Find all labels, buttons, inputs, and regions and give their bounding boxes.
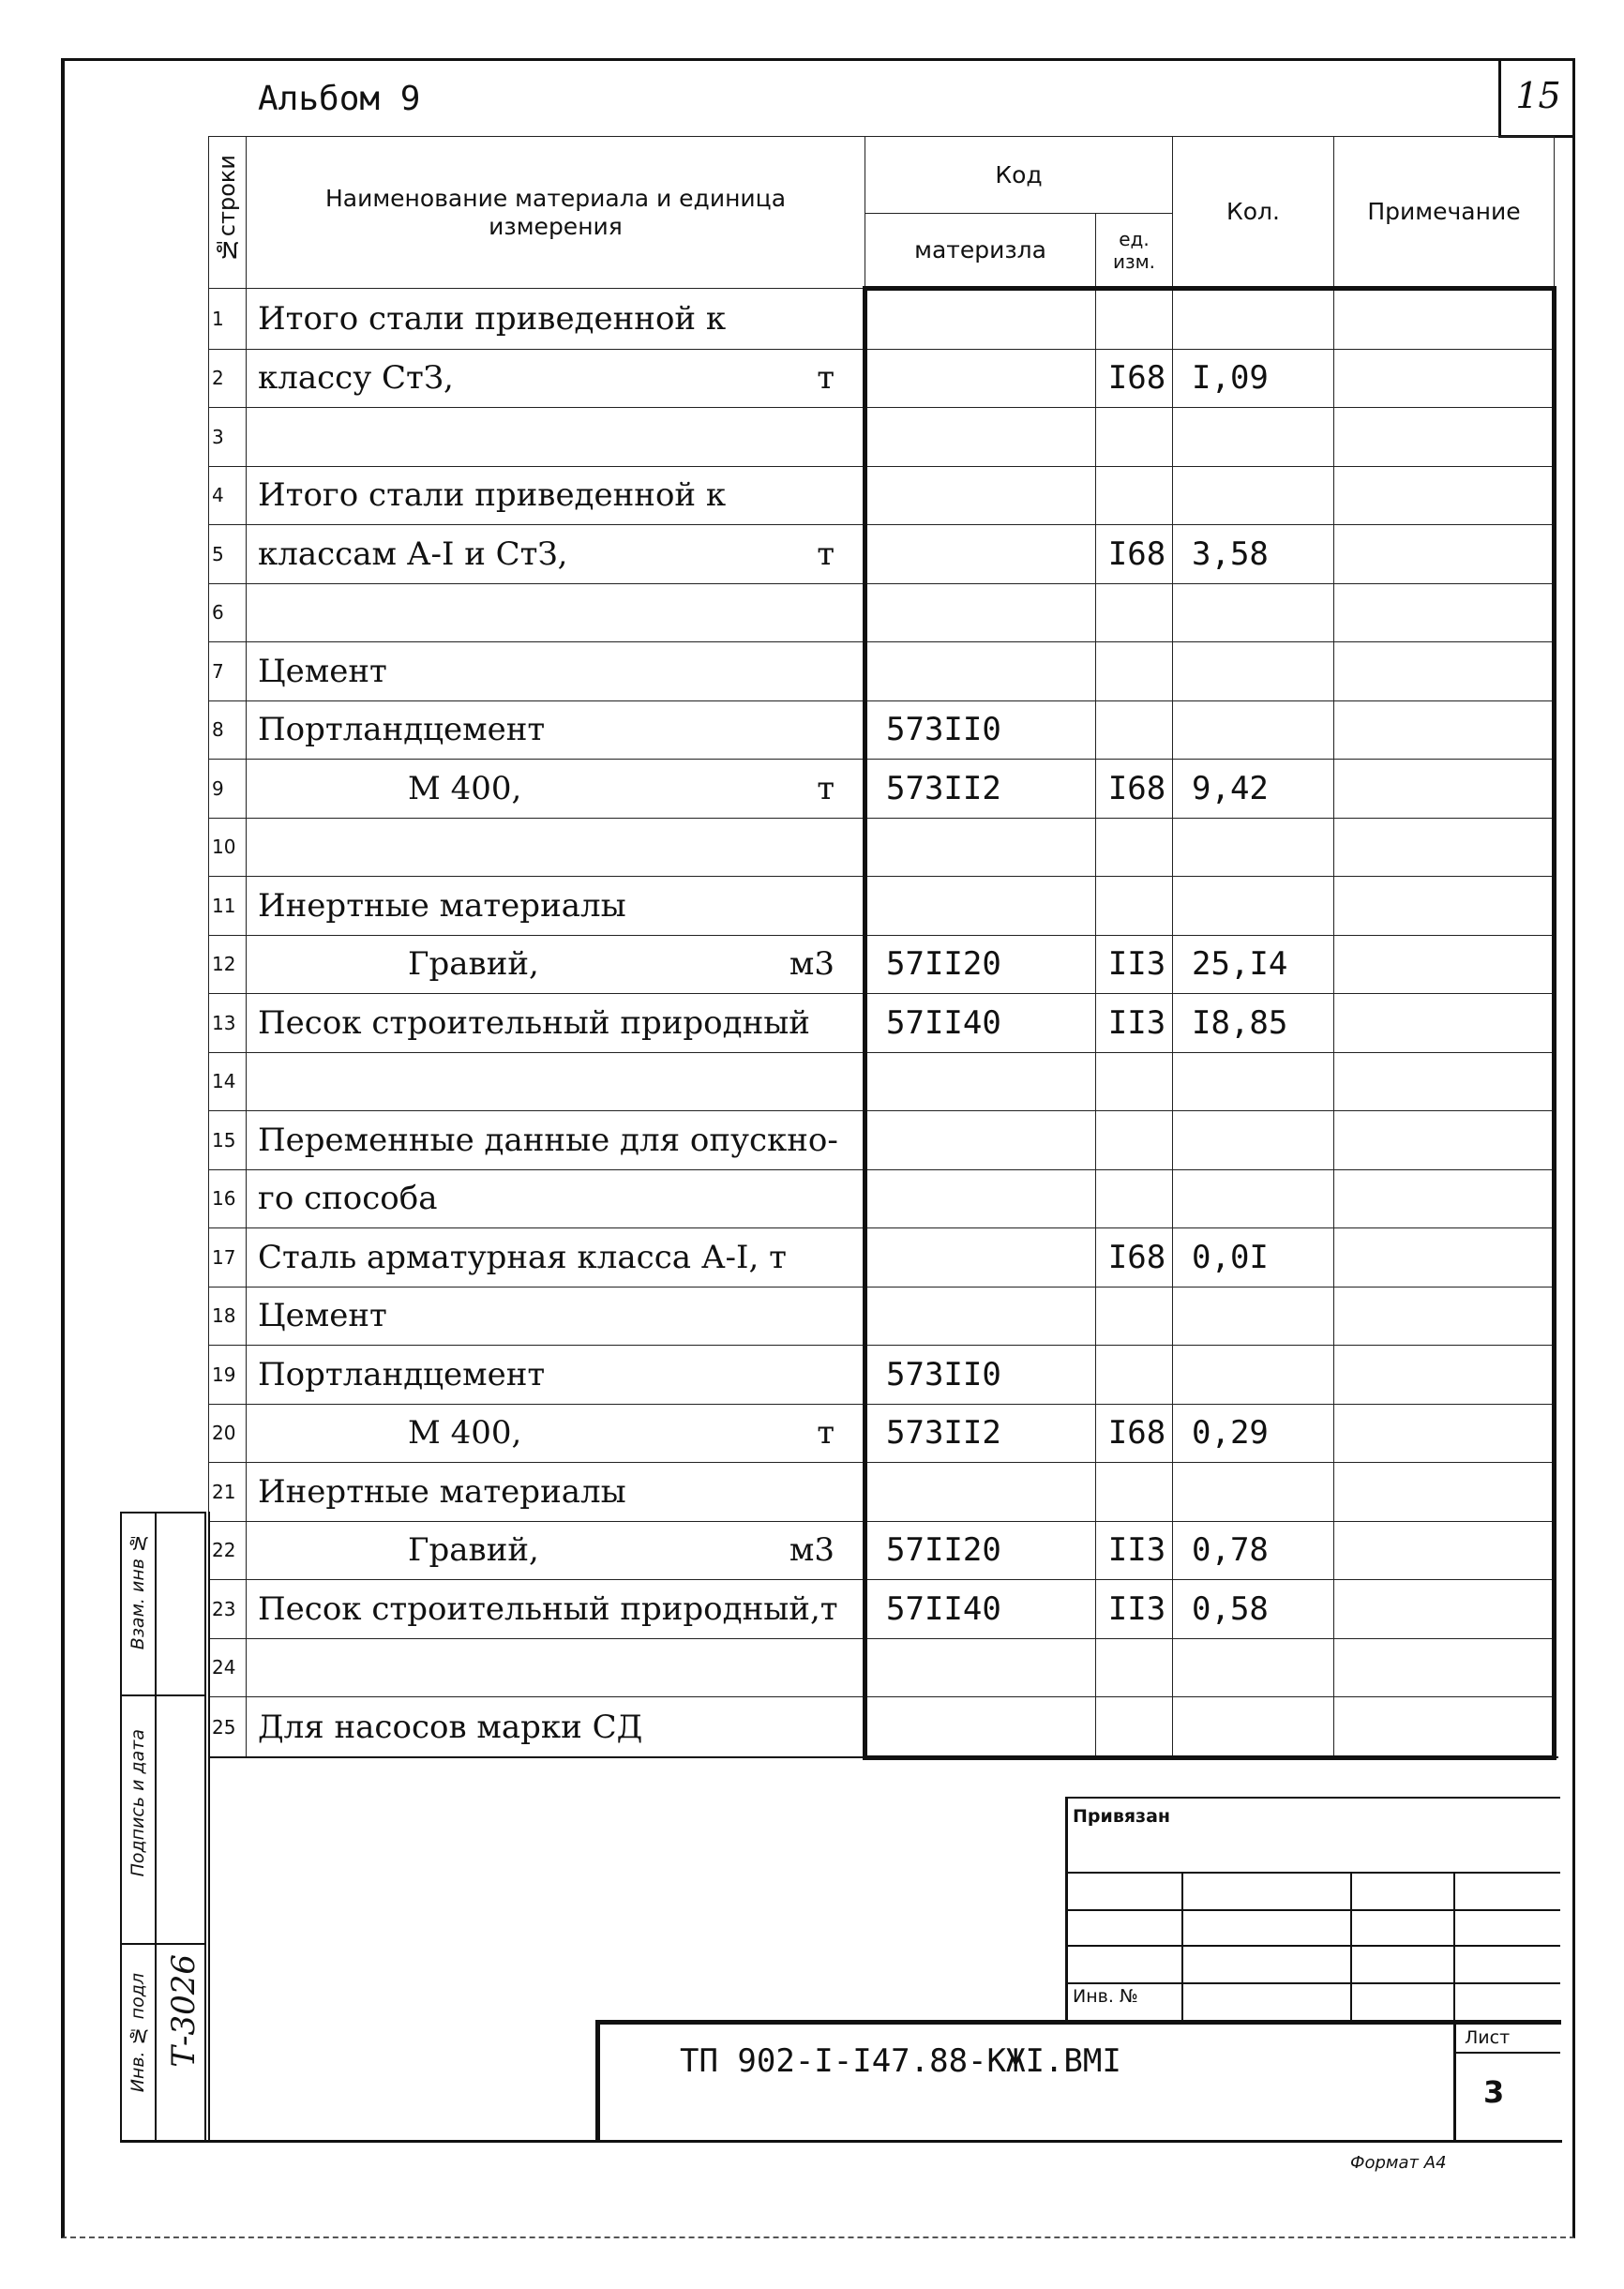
row-number: 12: [209, 935, 247, 994]
row-note: [1334, 1521, 1555, 1580]
row-name: [247, 1638, 865, 1697]
row-note: [1334, 760, 1555, 819]
row-number: 19: [209, 1346, 247, 1405]
row-note: [1334, 1228, 1555, 1288]
row-code-material: [865, 1052, 1096, 1111]
side-vzam-label: Взам. инв №: [128, 1532, 148, 1650]
row-qty: [1173, 1638, 1334, 1697]
row-unit-label: т: [817, 359, 835, 398]
row-number: 2: [209, 349, 247, 408]
row-code-material: [865, 349, 1096, 408]
table-row: [209, 1580, 1555, 1639]
row-note: [1334, 1638, 1555, 1697]
table-row: [209, 408, 1555, 467]
table-row: [209, 935, 1555, 994]
row-note: [1334, 700, 1555, 760]
row-code-unit: [1096, 408, 1173, 467]
row-code-unit: [1096, 1463, 1173, 1522]
row-code-material: [865, 1463, 1096, 1522]
row-name-text: Итого стали приведенной к: [258, 476, 727, 515]
row-code-material: [865, 1287, 1096, 1346]
row-code-material: [865, 877, 1096, 936]
row-qty: 25,I4: [1173, 935, 1334, 994]
row-qty: [1173, 1052, 1334, 1111]
row-qty: 3,58: [1173, 525, 1334, 584]
row-code-material: 57II20: [865, 1521, 1096, 1580]
row-code-material: 573II0: [865, 700, 1096, 760]
header-row-number: №строки: [209, 137, 247, 289]
row-code-unit: [1096, 466, 1173, 525]
row-number: 7: [209, 642, 247, 701]
row-number: 20: [209, 1404, 247, 1463]
row-qty: [1173, 1463, 1334, 1522]
table-row: [209, 700, 1555, 760]
row-name: [247, 994, 865, 1053]
row-name-text: го способа: [258, 1180, 438, 1218]
row-name: [247, 525, 865, 584]
row-note: [1334, 289, 1555, 350]
side-inventory-block: [120, 1943, 206, 2142]
table-row: [209, 1228, 1555, 1288]
row-unit-label: т: [817, 1414, 835, 1453]
row-qty: [1173, 642, 1334, 701]
header-name: Наименование материала и единица измерения: [247, 137, 865, 289]
row-number: 15: [209, 1111, 247, 1170]
row-note: [1334, 1052, 1555, 1111]
row-qty: 0,0I: [1173, 1228, 1334, 1288]
row-qty: [1173, 466, 1334, 525]
row-code-material: [865, 1228, 1096, 1288]
table-row: [209, 583, 1555, 642]
row-qty: 9,42: [1173, 760, 1334, 819]
row-name: [247, 818, 865, 877]
row-name-text: Инертные материалы: [258, 886, 626, 925]
row-code-material: [865, 1169, 1096, 1228]
row-number: 25: [209, 1697, 247, 1758]
row-qty: [1173, 1169, 1334, 1228]
row-note: [1334, 1169, 1555, 1228]
row-code-material: [865, 583, 1096, 642]
row-number: 16: [209, 1169, 247, 1228]
row-name: [247, 1052, 865, 1111]
row-note: [1334, 1580, 1555, 1639]
list-label: Лист: [1465, 2027, 1511, 2048]
row-code-material: [865, 1111, 1096, 1170]
row-name: [247, 1287, 865, 1346]
row-qty: [1173, 818, 1334, 877]
row-unit-label: т: [817, 769, 835, 807]
table-row: [209, 877, 1555, 936]
table-row: [209, 1346, 1555, 1405]
row-note: [1334, 935, 1555, 994]
row-number: 18: [209, 1287, 247, 1346]
row-qty: I8,85: [1173, 994, 1334, 1053]
row-note: [1334, 818, 1555, 877]
row-code-unit: I68: [1096, 1404, 1173, 1463]
row-name: [247, 877, 865, 936]
album-title: Альбом 9: [258, 80, 421, 118]
side-inventory-value: Т-3026: [165, 1954, 203, 2068]
row-number: 9: [209, 760, 247, 819]
row-name-text: Гравий,: [408, 945, 539, 984]
row-name-text: классу СтЗ,: [258, 359, 454, 398]
table-row: [209, 994, 1555, 1053]
row-unit-label: м3: [789, 945, 835, 984]
row-code-material: 57II20: [865, 935, 1096, 994]
row-name: [247, 583, 865, 642]
row-note: [1334, 408, 1555, 467]
row-qty: [1173, 700, 1334, 760]
row-name-text: классам А-I и СтЗ,: [258, 535, 568, 573]
row-note: [1334, 1346, 1555, 1405]
row-code-unit: [1096, 1697, 1173, 1758]
table-row: [209, 1111, 1555, 1170]
header-code-unit: ед. изм.: [1096, 214, 1173, 289]
row-name-text: Цемент: [258, 652, 387, 690]
table-row: [209, 466, 1555, 525]
row-code-material: 573II2: [865, 760, 1096, 819]
row-qty: [1173, 1346, 1334, 1405]
row-name: [247, 1580, 865, 1639]
row-code-unit: [1096, 642, 1173, 701]
stamp-privyazan: Привязан: [1073, 1806, 1171, 1827]
row-name: [247, 700, 865, 760]
table-row: [209, 289, 1555, 350]
row-number: 13: [209, 994, 247, 1053]
table-row: [209, 1521, 1555, 1580]
row-code-material: 573II2: [865, 1404, 1096, 1463]
row-code-unit: I68: [1096, 525, 1173, 584]
side-signature-label: Подпись и дата: [128, 1729, 148, 1877]
row-code-material: [865, 525, 1096, 584]
row-name: [247, 1346, 865, 1405]
row-qty: 0,29: [1173, 1404, 1334, 1463]
row-name: [247, 1521, 865, 1580]
row-name: [247, 1404, 865, 1463]
row-number: 14: [209, 1052, 247, 1111]
row-name: [247, 289, 865, 350]
row-code-unit: I68: [1096, 349, 1173, 408]
row-code-unit: [1096, 1111, 1173, 1170]
row-code-unit: [1096, 1052, 1173, 1111]
format-note: Формат А4: [1350, 2153, 1447, 2173]
row-qty: [1173, 1111, 1334, 1170]
row-code-unit: [1096, 1638, 1173, 1697]
row-code-material: 57II40: [865, 994, 1096, 1053]
row-code-unit: I68: [1096, 1228, 1173, 1288]
header-qty: Кол.: [1173, 137, 1334, 289]
row-code-unit: [1096, 1346, 1173, 1405]
row-note: [1334, 642, 1555, 701]
row-code-unit: [1096, 1287, 1173, 1346]
row-name: [247, 408, 865, 467]
row-name-text: Портландцемент: [258, 1355, 546, 1393]
row-name-text: М 400,: [408, 1414, 522, 1453]
row-code-unit: II3: [1096, 1580, 1173, 1639]
table-row: [209, 642, 1555, 701]
row-code-unit: [1096, 877, 1173, 936]
row-code-material: 573II0: [865, 1346, 1096, 1405]
row-name: [247, 1697, 865, 1758]
row-code-unit: [1096, 818, 1173, 877]
row-code-material: [865, 1638, 1096, 1697]
row-name: [247, 1463, 865, 1522]
row-name-text: Сталь арматурная класса А-I, т: [258, 1238, 787, 1276]
row-name-text: Переменные данные для опускно-: [258, 1121, 838, 1159]
row-code-material: [865, 289, 1096, 350]
row-note: [1334, 349, 1555, 408]
sheet-corner-number: 15: [1498, 58, 1575, 138]
table-row: [209, 1638, 1555, 1697]
row-name: [247, 1111, 865, 1170]
row-name-text: Инертные материалы: [258, 1472, 626, 1511]
row-code-material: [865, 818, 1096, 877]
row-name-text: Песок строительный природный,т: [258, 1589, 838, 1628]
row-name: [247, 760, 865, 819]
row-name: [247, 349, 865, 408]
row-code-unit: [1096, 1169, 1173, 1228]
row-unit-label: м3: [789, 1531, 835, 1570]
row-code-material: [865, 408, 1096, 467]
table-row: [209, 349, 1555, 408]
row-name: [247, 1169, 865, 1228]
row-number: 23: [209, 1580, 247, 1639]
row-name-text: Песок строительный природный: [258, 1003, 810, 1042]
row-note: [1334, 994, 1555, 1053]
table-row: [209, 1404, 1555, 1463]
row-number: 4: [209, 466, 247, 525]
table-row: [209, 1287, 1555, 1346]
row-qty: [1173, 877, 1334, 936]
header-code: Код: [865, 137, 1173, 214]
row-qty: 0,58: [1173, 1580, 1334, 1639]
row-code-unit: [1096, 700, 1173, 760]
row-name: [247, 935, 865, 994]
table-row: [209, 1463, 1555, 1522]
row-name-text: Портландцемент: [258, 711, 546, 749]
row-note: [1334, 525, 1555, 584]
row-note: [1334, 877, 1555, 936]
row-number: 3: [209, 408, 247, 467]
row-number: 10: [209, 818, 247, 877]
row-number: 17: [209, 1228, 247, 1288]
row-name-text: Цемент: [258, 1297, 387, 1335]
row-name-text: Для насосов марки СД: [258, 1708, 643, 1746]
side-inventory-label: Инв. № подл: [128, 1973, 148, 2093]
row-note: [1334, 583, 1555, 642]
table-row: [209, 1052, 1555, 1111]
row-number: 11: [209, 877, 247, 936]
stamp-inv-no: Инв. №: [1073, 1986, 1138, 2007]
row-number: 1: [209, 289, 247, 350]
row-note: [1334, 466, 1555, 525]
row-code-unit: I68: [1096, 760, 1173, 819]
materials-table: [208, 136, 1556, 1760]
row-qty: I,09: [1173, 349, 1334, 408]
row-name: [247, 1228, 865, 1288]
row-code-material: [865, 466, 1096, 525]
row-number: 22: [209, 1521, 247, 1580]
row-note: [1334, 1697, 1555, 1758]
row-name-text: Гравий,: [408, 1531, 539, 1570]
list-number: 3: [1483, 2074, 1505, 2110]
row-name: [247, 466, 865, 525]
table-row: [209, 1169, 1555, 1228]
header-note: Примечание: [1334, 137, 1555, 289]
row-qty: [1173, 408, 1334, 467]
row-number: 21: [209, 1463, 247, 1522]
row-number: 5: [209, 525, 247, 584]
table-row: [209, 760, 1555, 819]
row-unit-label: т: [817, 535, 835, 573]
row-code-unit: II3: [1096, 935, 1173, 994]
row-number: 6: [209, 583, 247, 642]
row-code-unit: [1096, 583, 1173, 642]
row-number: 8: [209, 700, 247, 760]
side-vzam-block: [120, 1512, 206, 1696]
row-qty: [1173, 583, 1334, 642]
row-code-unit: II3: [1096, 1521, 1173, 1580]
row-name-text: М 400,: [408, 769, 522, 807]
header-code-material: материзла: [865, 214, 1096, 289]
table-body: [209, 289, 1555, 1758]
row-qty: [1173, 289, 1334, 350]
row-code-material: [865, 1697, 1096, 1758]
row-note: [1334, 1404, 1555, 1463]
row-qty: [1173, 1287, 1334, 1346]
row-number: 24: [209, 1638, 247, 1697]
row-code-material: 57II40: [865, 1580, 1096, 1639]
table-row: [209, 525, 1555, 584]
row-qty: [1173, 1697, 1334, 1758]
row-name: [247, 642, 865, 701]
row-code-unit: [1096, 289, 1173, 350]
row-note: [1334, 1463, 1555, 1522]
table-row: [209, 818, 1555, 877]
row-name-text: Итого стали приведенной к: [258, 299, 727, 338]
table-row: [209, 1697, 1555, 1758]
document-code: ТП 902-I-I47.88-КЖI.ВМI: [680, 2042, 1121, 2080]
row-note: [1334, 1287, 1555, 1346]
side-signature-block: [120, 1694, 206, 1945]
row-note: [1334, 1111, 1555, 1170]
row-code-unit: II3: [1096, 994, 1173, 1053]
row-qty: 0,78: [1173, 1521, 1334, 1580]
row-code-material: [865, 642, 1096, 701]
